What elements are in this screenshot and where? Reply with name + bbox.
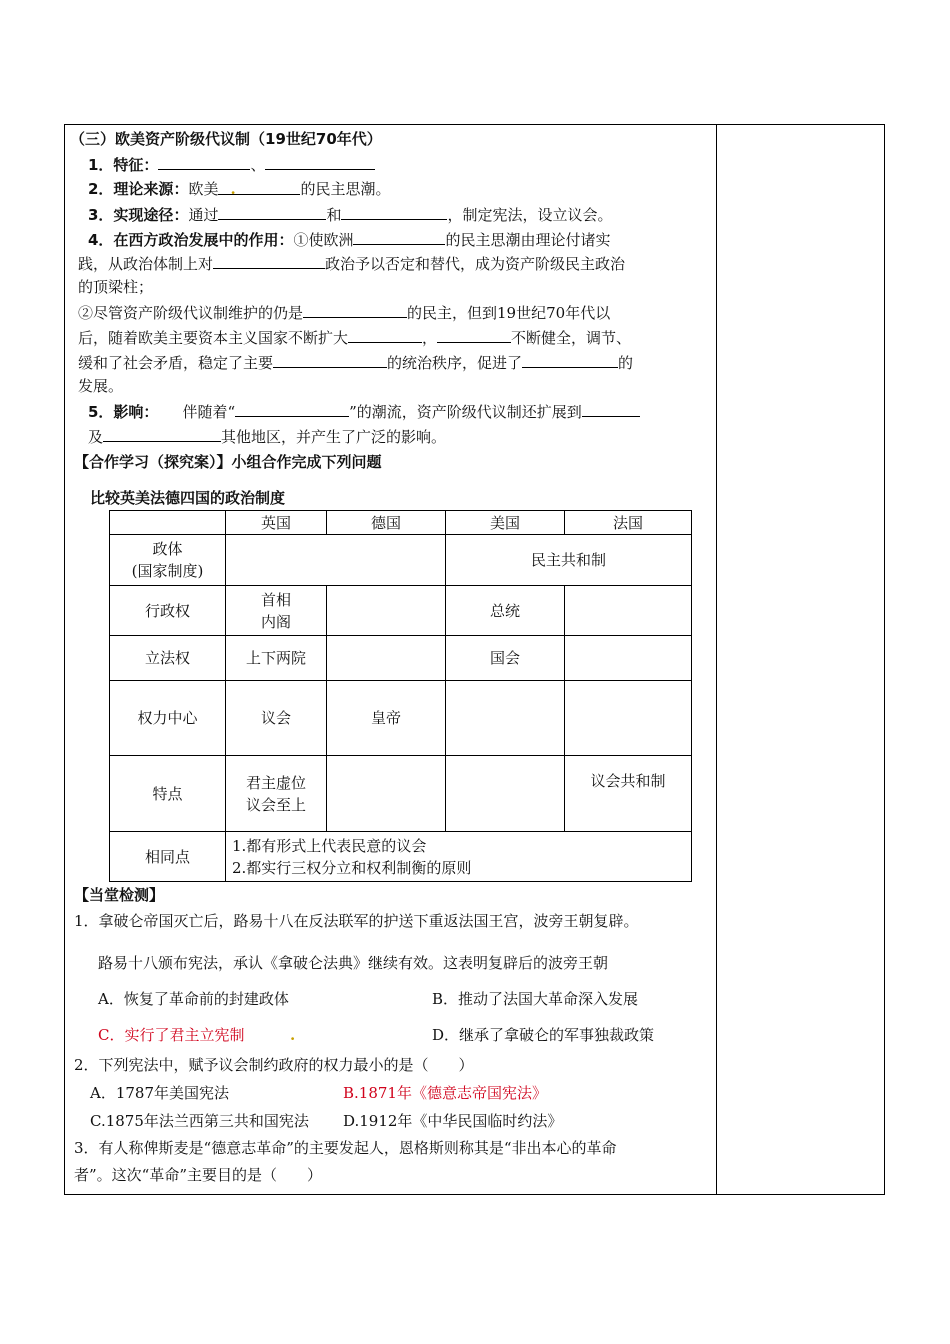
q4-label: 4．在西方政治发展中的作用： bbox=[88, 231, 294, 249]
cell: 议会共和制 bbox=[565, 756, 692, 832]
text: 的民主思潮。 bbox=[300, 180, 391, 198]
q5-label: 5．影响： bbox=[88, 403, 159, 421]
cell: 议会 bbox=[226, 681, 327, 756]
q2-option-d[interactable]: D.1912年《中华民国临时约法》 bbox=[343, 1112, 563, 1130]
text: ，制定宪法，设立议会。 bbox=[447, 206, 613, 224]
cell[interactable] bbox=[565, 681, 692, 756]
text: 伴随着“ bbox=[182, 403, 236, 421]
text: 后，随着欧美主要资本主义国家不断扩大 bbox=[78, 329, 349, 347]
table-row bbox=[110, 586, 692, 636]
q1-line bbox=[88, 153, 375, 176]
row-label: 行政权 bbox=[110, 586, 226, 636]
row-label: 政体 (国家制度) bbox=[110, 535, 226, 586]
blank[interactable] bbox=[348, 326, 422, 343]
blank[interactable] bbox=[273, 351, 387, 368]
q4-line2 bbox=[78, 252, 625, 275]
blank[interactable] bbox=[218, 203, 326, 220]
text: 政治予以否定和替代，成为资产阶级民主政治 bbox=[325, 255, 626, 273]
cell: 总统 bbox=[446, 586, 565, 636]
cell: 1.都有形式上代表民意的议会 2.都实行三权分立和权利制衡的原则 bbox=[226, 832, 692, 882]
text: 及 bbox=[88, 428, 104, 446]
text: ”的潮流，资产阶级代议制还扩展到 bbox=[349, 403, 582, 421]
text: ①使欧洲 bbox=[293, 231, 354, 249]
cell[interactable] bbox=[327, 756, 446, 832]
cell: 上下两院 bbox=[226, 636, 327, 681]
cell[interactable] bbox=[446, 681, 565, 756]
separator: 、 bbox=[250, 156, 266, 174]
blank[interactable] bbox=[522, 351, 618, 368]
row-label: 立法权 bbox=[110, 636, 226, 681]
row-label: 相同点 bbox=[110, 832, 226, 882]
blank[interactable] bbox=[235, 400, 349, 417]
cell: 民主共和制 bbox=[446, 535, 692, 586]
table-header-row bbox=[110, 511, 692, 535]
q1-stem-line1: 1．拿破仑帝国灭亡后，路易十八在反法联军的护送下重返法国王宫，波旁王朝复辟。 bbox=[74, 912, 639, 930]
cell: 国会 bbox=[446, 636, 565, 681]
q3-stem-line2: 者”。这次“革命”主要目的是（ ） bbox=[74, 1166, 323, 1184]
check-heading: 【当堂检测】 bbox=[74, 886, 165, 904]
q4-line3: 的顶梁柱； bbox=[78, 278, 154, 296]
blank[interactable] bbox=[437, 326, 511, 343]
q1-label: 1．特征： bbox=[88, 156, 159, 174]
text: 和 bbox=[326, 206, 342, 224]
section-title: （三）欧美资产阶级代议制（19世纪70年代） bbox=[70, 130, 382, 148]
cell: 皇帝 bbox=[327, 681, 446, 756]
blank[interactable] bbox=[353, 228, 445, 245]
table-row bbox=[110, 756, 692, 832]
text: 践，从政治体制上对 bbox=[78, 255, 214, 273]
q2-option-c[interactable]: C.1875年法兰西第三共和国宪法 bbox=[90, 1112, 309, 1130]
blank[interactable] bbox=[582, 400, 640, 417]
blank[interactable]: . bbox=[218, 178, 300, 195]
blank[interactable] bbox=[341, 203, 447, 220]
cell[interactable] bbox=[565, 586, 692, 636]
cell[interactable] bbox=[226, 535, 446, 586]
text: 缓和了社会矛盾，稳定了主要 bbox=[78, 354, 274, 372]
cell[interactable] bbox=[327, 636, 446, 681]
coop-heading: 【合作学习（探究案）】小组合作完成下列问题 bbox=[74, 453, 382, 471]
cell[interactable] bbox=[565, 636, 692, 681]
header-fr: 法国 bbox=[565, 511, 692, 535]
q1-option-b[interactable]: B．推动了法国大革命深入发展 bbox=[432, 990, 639, 1008]
q3-line bbox=[88, 203, 613, 226]
table-row bbox=[110, 832, 692, 882]
q1-option-d[interactable]: D．继承了拿破仑的军事独裁政策 bbox=[432, 1026, 655, 1044]
q3-label: 3．实现途径： bbox=[88, 206, 189, 224]
table-row bbox=[110, 681, 692, 756]
text: 的 bbox=[618, 354, 634, 372]
notes-column-divider bbox=[716, 124, 717, 1195]
q5-line2 bbox=[88, 425, 446, 448]
text: 的民主，但到19世纪70年代以 bbox=[407, 304, 611, 322]
text: 的统治秩序，促进了 bbox=[387, 354, 523, 372]
header-us: 美国 bbox=[446, 511, 565, 535]
text: 其他地区，并产生了广泛的影响。 bbox=[221, 428, 447, 446]
table-row bbox=[110, 535, 692, 586]
q4-line5 bbox=[78, 326, 631, 349]
row-label: 权力中心 bbox=[110, 681, 226, 756]
q1-stem-line2: 路易十八颁布宪法，承认《拿破仑法典》继续有效。这表明复辟后的波旁王朝 bbox=[98, 954, 609, 972]
blank[interactable] bbox=[103, 425, 221, 442]
blank[interactable] bbox=[158, 153, 250, 170]
blank[interactable] bbox=[303, 301, 407, 318]
text: 不断健全，调节、 bbox=[511, 329, 632, 347]
table-title: 比较英美法德四国的政治制度 bbox=[90, 489, 286, 507]
header-uk: 英国 bbox=[226, 511, 327, 535]
corner-cell bbox=[110, 511, 226, 535]
text: 欧美 bbox=[188, 180, 219, 198]
cell[interactable] bbox=[446, 756, 565, 832]
text: 通过 bbox=[188, 206, 219, 224]
comparison-table bbox=[109, 510, 692, 882]
q4-line6 bbox=[78, 351, 633, 374]
q4-line1 bbox=[88, 228, 610, 251]
q1-option-a[interactable]: A．恢复了革命前的封建政体 bbox=[98, 990, 289, 1008]
q2-stem: 2．下列宪法中，赋予议会制约政府的权力最小的是（ ） bbox=[74, 1056, 474, 1074]
q2-label: 2．理论来源： bbox=[88, 180, 189, 198]
cell[interactable] bbox=[327, 586, 446, 636]
q5-line1 bbox=[88, 400, 640, 423]
text: 的民主思潮由理论付诸实 bbox=[445, 231, 611, 249]
cell: 首相 内阁 bbox=[226, 586, 327, 636]
q2-option-b[interactable]: B.1871年《德意志帝国宪法》 bbox=[343, 1084, 547, 1102]
text: ， bbox=[422, 329, 438, 347]
q3-stem-line1: 3．有人称俾斯麦是“德意志革命”的主要发起人，恩格斯则称其是“非出本心的革命 bbox=[74, 1139, 617, 1157]
blank[interactable] bbox=[265, 153, 375, 170]
table-row bbox=[110, 636, 692, 681]
blank[interactable] bbox=[213, 252, 325, 269]
q4-line7: 发展。 bbox=[78, 377, 124, 395]
marker-dot: . bbox=[290, 1026, 296, 1044]
q2-option-a[interactable]: A．1787年美国宪法 bbox=[90, 1084, 230, 1102]
q1-option-c[interactable]: C．实行了君主立宪制 bbox=[98, 1026, 245, 1044]
header-de: 德国 bbox=[327, 511, 446, 535]
q4-line4 bbox=[78, 301, 610, 324]
q2-line bbox=[88, 178, 390, 200]
text: ②尽管资产阶级代议制维护的仍是 bbox=[78, 304, 304, 322]
cell: 君主虚位 议会至上 bbox=[226, 756, 327, 832]
row-label: 特点 bbox=[110, 756, 226, 832]
